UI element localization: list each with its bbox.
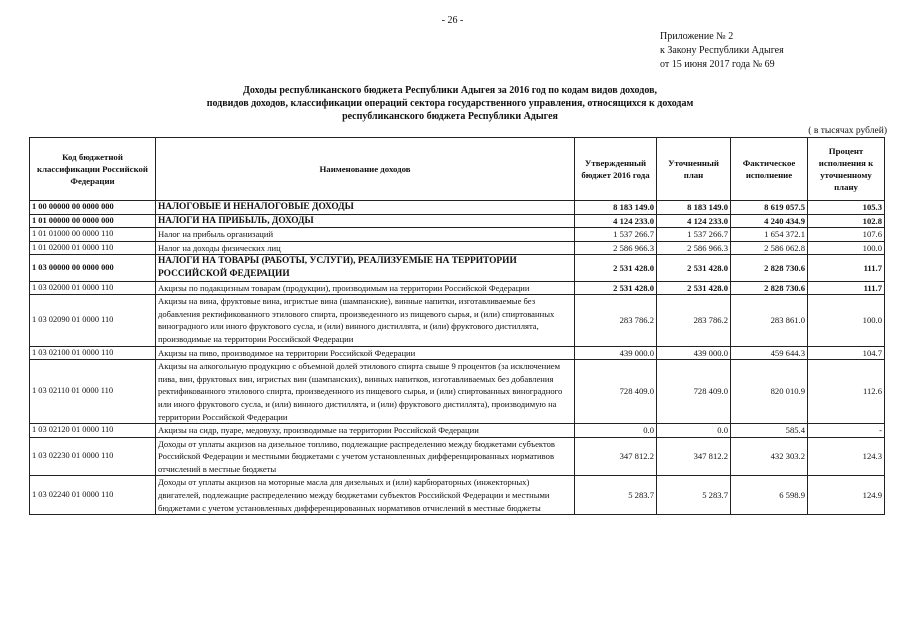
appendix-line-3: от 15 июня 2017 года № 69 [660, 59, 775, 70]
revenue-table [29, 137, 885, 515]
document-title [150, 84, 750, 123]
header-actual: Фактическое исполнение [731, 138, 808, 201]
cell-plan: 2 531 428.0 [657, 281, 731, 295]
cell-percent: 100.0 [808, 241, 885, 255]
cell-plan: 728 409.0 [657, 360, 731, 424]
cell-actual: 283 861.0 [731, 295, 808, 346]
cell-approved: 439 000.0 [575, 346, 657, 360]
cell-code: 1 01 00000 00 0000 000 [30, 214, 156, 228]
table-row [30, 360, 885, 424]
cell-code: 1 03 02120 01 0000 110 [30, 424, 156, 438]
cell-percent: 124.3 [808, 437, 885, 476]
appendix-note [660, 30, 784, 72]
cell-name: Доходы от уплаты акцизов на моторные масла для дизельных и (или) карбюраторных (инжекторных) двигателей, подлежащие распределению между бюджетами субъектов Российской Федерации и местными бюджетами с учетом установленных дифференцированных нормативов отчислений в местные бюджеты [156, 476, 575, 515]
cell-name: НАЛОГИ НА ПРИБЫЛЬ, ДОХОДЫ [156, 214, 575, 228]
cell-plan: 5 283.7 [657, 476, 731, 515]
cell-code: 1 03 02230 01 0000 110 [30, 437, 156, 476]
cell-actual: 820 010.9 [731, 360, 808, 424]
header-approved: Утвержденный бюджет 2016 года [575, 138, 657, 201]
cell-approved: 0.0 [575, 424, 657, 438]
cell-approved: 347 812.2 [575, 437, 657, 476]
cell-name: Налог на прибыль организаций [156, 228, 575, 242]
cell-code: 1 03 02110 01 0000 110 [30, 360, 156, 424]
cell-code: 1 00 00000 00 0000 000 [30, 201, 156, 215]
cell-percent: 105.3 [808, 201, 885, 215]
cell-percent: - [808, 424, 885, 438]
cell-approved: 1 537 266.7 [575, 228, 657, 242]
appendix-line-1: Приложение № 2 [660, 31, 734, 42]
cell-actual: 585.4 [731, 424, 808, 438]
cell-approved: 8 183 149.0 [575, 201, 657, 215]
cell-approved: 2 586 966.3 [575, 241, 657, 255]
cell-name: НАЛОГИ НА ТОВАРЫ (РАБОТЫ, УСЛУГИ), РЕАЛИЗУЕМЫЕ НА ТЕРРИТОРИИ РОССИЙСКОЙ ФЕДЕРАЦИИ [156, 255, 575, 281]
cell-actual: 2 828 730.6 [731, 281, 808, 295]
cell-name: Акцизы на вина, фруктовые вина, игристые вина (шампанские), винные напитки, изготавливаемые без добавления ректификованного этилового спирта, произведенного из пищевого сырья, и (или) спиртованных виноградного или иного фруктового сусла, и (или) винного дистиллята, и (или) фруктового дистиллята, производимые на территории Российской Федерации [156, 295, 575, 346]
cell-approved: 2 531 428.0 [575, 255, 657, 281]
cell-code: 1 01 02000 01 0000 110 [30, 241, 156, 255]
cell-actual: 8 619 057.5 [731, 201, 808, 215]
cell-percent: 107.6 [808, 228, 885, 242]
cell-name: НАЛОГОВЫЕ И НЕНАЛОГОВЫЕ ДОХОДЫ [156, 201, 575, 215]
cell-percent: 102.8 [808, 214, 885, 228]
cell-plan: 0.0 [657, 424, 731, 438]
cell-percent: 111.7 [808, 255, 885, 281]
cell-plan: 439 000.0 [657, 346, 731, 360]
cell-percent: 104.7 [808, 346, 885, 360]
cell-percent: 112.6 [808, 360, 885, 424]
cell-actual: 432 303.2 [731, 437, 808, 476]
cell-name: Акцизы на алкогольную продукцию с объемной долей этилового спирта свыше 9 процентов (за исключением пива, вин, фруктовых вин, игристых вин (шампанских), винных напитков, изготавливаемых без добавления ректификованного этилового спирта, произведенного из пищевого сырья, и (или) спиртованных виноградного или иного фруктового сусла, и (или) винного дистиллята, и (или) фруктового дистиллята), производимую на территории Российской Федерации [156, 360, 575, 424]
cell-actual: 4 240 434.9 [731, 214, 808, 228]
cell-plan: 8 183 149.0 [657, 201, 731, 215]
cell-percent: 111.7 [808, 281, 885, 295]
cell-percent: 100.0 [808, 295, 885, 346]
cell-code: 1 03 02240 01 0000 110 [30, 476, 156, 515]
table-row [30, 255, 885, 281]
cell-code: 1 01 01000 00 0000 110 [30, 228, 156, 242]
cell-approved: 283 786.2 [575, 295, 657, 346]
cell-code: 1 03 02100 01 0000 110 [30, 346, 156, 360]
table-row [30, 241, 885, 255]
table-row [30, 228, 885, 242]
cell-percent: 124.9 [808, 476, 885, 515]
table-row [30, 295, 885, 346]
title-line-1: Доходы республиканского бюджета Республики Адыгея за 2016 год по кодам видов доходов, [243, 85, 657, 96]
table-row [30, 437, 885, 476]
cell-actual: 6 598.9 [731, 476, 808, 515]
title-line-2: подвидов доходов, классификации операций сектора государственного управления, относящихся к доходам [206, 98, 694, 109]
units-note: ( в тысячах рублей) [808, 126, 887, 136]
header-code: Код бюджетной классификации Российской Федерации [30, 138, 156, 201]
table-row [30, 424, 885, 438]
cell-name: Акцизы на пиво, производимое на территории Российской Федерации [156, 346, 575, 360]
cell-actual: 1 654 372.1 [731, 228, 808, 242]
table-header-row [30, 138, 885, 201]
cell-plan: 283 786.2 [657, 295, 731, 346]
cell-code: 1 03 02090 01 0000 110 [30, 295, 156, 346]
cell-plan: 4 124 233.0 [657, 214, 731, 228]
cell-name: Акцизы на сидр, пуаре, медовуху, производимые на территории Российской Федерации [156, 424, 575, 438]
header-plan: Уточненный план [657, 138, 731, 201]
page-number: - 26 - [441, 15, 464, 26]
table-row [30, 214, 885, 228]
cell-code: 1 03 02000 01 0000 110 [30, 281, 156, 295]
cell-approved: 5 283.7 [575, 476, 657, 515]
cell-plan: 1 537 266.7 [657, 228, 731, 242]
cell-approved: 2 531 428.0 [575, 281, 657, 295]
cell-plan: 2 531 428.0 [657, 255, 731, 281]
header-name: Наименование доходов [156, 138, 575, 201]
cell-plan: 347 812.2 [657, 437, 731, 476]
table-row [30, 281, 885, 295]
table-row [30, 346, 885, 360]
cell-approved: 4 124 233.0 [575, 214, 657, 228]
cell-name: Налог на доходы физических лиц [156, 241, 575, 255]
cell-name: Акцизы по подакцизным товарам (продукции), производимым на территории Российской Федерации [156, 281, 575, 295]
title-line-3: республиканского бюджета Республики Адыгея [342, 111, 558, 122]
table-row [30, 476, 885, 515]
table-row [30, 201, 885, 215]
cell-actual: 2 586 062.8 [731, 241, 808, 255]
header-percent: Процент исполнения к уточненному плану [808, 138, 885, 201]
cell-approved: 728 409.0 [575, 360, 657, 424]
cell-name: Доходы от уплаты акцизов на дизельное топливо, подлежащие распределению между бюджетами субъектов Российской Федерации и местными бюджетами с учетом установленных дифференцированных нормативов отчислений в местные бюджеты [156, 437, 575, 476]
cell-actual: 2 828 730.6 [731, 255, 808, 281]
cell-actual: 459 644.3 [731, 346, 808, 360]
cell-plan: 2 586 966.3 [657, 241, 731, 255]
cell-code: 1 03 00000 00 0000 000 [30, 255, 156, 281]
appendix-line-2: к Закону Республики Адыгея [660, 45, 784, 56]
